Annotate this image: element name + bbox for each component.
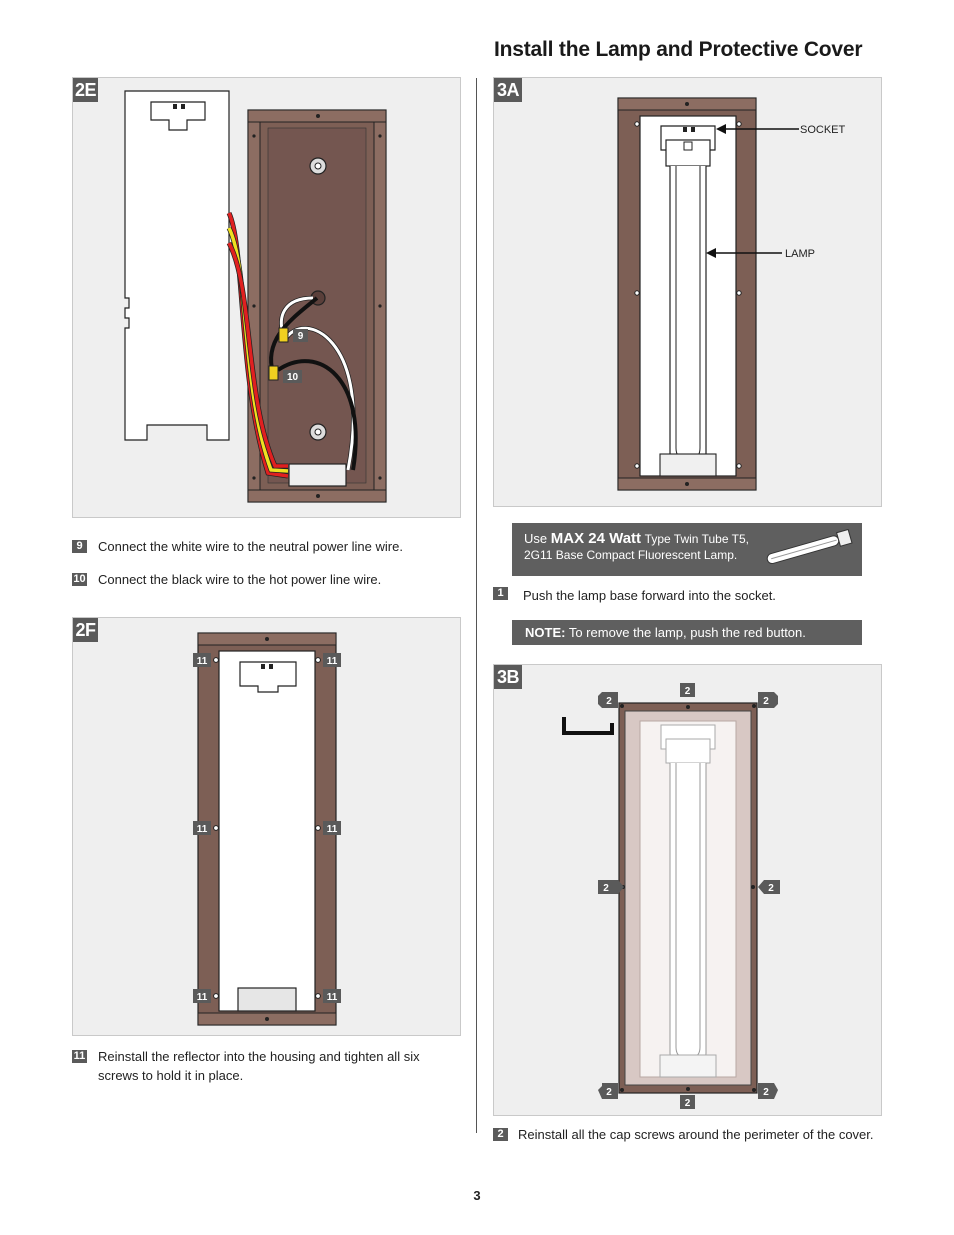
svg-text:2: 2 <box>603 883 609 894</box>
svg-text:11: 11 <box>196 824 208 835</box>
callout-lamp: LAMP <box>785 248 815 260</box>
step-text-10: Connect the black wire to the hot power line wire. <box>98 572 382 587</box>
svg-text:2: 2 <box>763 696 769 707</box>
svg-text:2: 2 <box>606 696 612 707</box>
step-num-2: 2 <box>493 1128 508 1141</box>
svg-text:11: 11 <box>196 992 208 1003</box>
hex-key-icon <box>564 717 612 733</box>
step-text-11: Reinstall the reflector into the housing and tighten all six screws to hold it in place. <box>98 1049 420 1083</box>
lamp-tube <box>670 166 706 466</box>
step-num-9: 9 <box>72 540 87 553</box>
lamp-spec-rest1: Type Twin Tube T5, <box>644 532 749 546</box>
step-num-10: 10 <box>73 573 86 585</box>
page-title: Install the Lamp and Protective Cover <box>494 38 863 61</box>
svg-text:2: 2 <box>768 883 774 894</box>
lamp-spec-max: MAX 24 Watt <box>550 530 642 547</box>
lamp-spec-rest2: 2G11 Base Compact Fluorescent Lamp. <box>524 548 738 562</box>
panel-2f-illustration <box>73 618 460 1035</box>
svg-text:11: 11 <box>326 992 338 1003</box>
callout-socket: SOCKET <box>800 124 846 136</box>
svg-text:2: 2 <box>606 1087 612 1098</box>
svg-text:2: 2 <box>684 1098 691 1109</box>
panel-2e-illustration <box>73 78 460 517</box>
note-text: To remove the lamp, push the red button. <box>568 625 806 640</box>
svg-text:11: 11 <box>326 824 338 835</box>
panel-3b <box>493 664 882 1116</box>
step-text-9: Connect the white wire to the neutral power line wire. <box>98 539 403 554</box>
step-text-2: Reinstall all the cap screws around the perimeter of the cover. <box>518 1127 874 1142</box>
panel-3b-illustration <box>494 665 881 1115</box>
panel-3a-badge: 3A <box>494 78 522 102</box>
panel-2e <box>72 77 461 518</box>
panel-3a <box>493 77 882 507</box>
note-box <box>512 620 862 645</box>
ballast-box <box>289 464 346 486</box>
step-num-1: 1 <box>493 587 508 600</box>
twin-tube-lamp-icon <box>760 529 858 569</box>
svg-text:11: 11 <box>196 656 208 667</box>
step-text-1: Push the lamp base forward into the socket. <box>523 588 776 603</box>
wire-label-9: 9 <box>297 331 304 342</box>
lamp-spec-box <box>512 523 862 576</box>
step-num-11: 11 <box>73 1050 86 1062</box>
reflector-plate <box>219 651 315 1011</box>
svg-text:2: 2 <box>763 1087 769 1098</box>
lamp-spec-prefix: Use <box>524 531 548 546</box>
column-divider <box>476 78 477 1133</box>
note-label: NOTE: <box>525 625 566 640</box>
panel-2e-badge: 2E <box>74 80 97 100</box>
panel-2f <box>72 617 461 1036</box>
wire-label-10: 10 <box>286 372 299 383</box>
panel-3a-illustration <box>494 78 881 506</box>
panel-2f-badge: 2F <box>73 618 98 642</box>
panel-3b-badge: 3B <box>494 665 522 689</box>
reflector-plate <box>125 91 229 440</box>
svg-text:2: 2 <box>684 686 691 697</box>
page-number: 3 <box>473 1188 481 1203</box>
svg-text:11: 11 <box>326 656 338 667</box>
